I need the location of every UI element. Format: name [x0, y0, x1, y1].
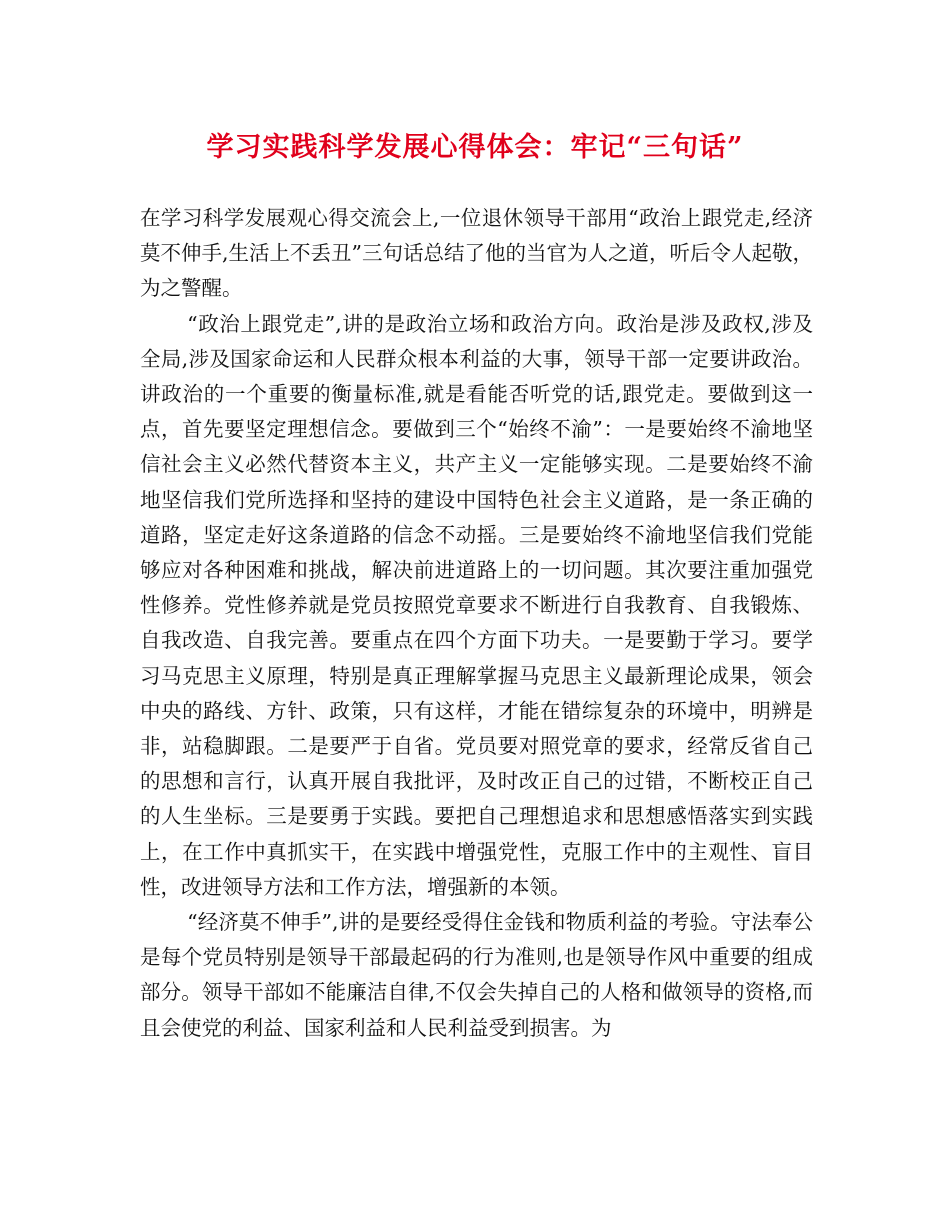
document-body [140, 201, 813, 1046]
paragraph-intro: 在学习科学发展观心得交流会上,一位退休领导干部用“政治上跟党走,经济莫不伸手,生活上不丢丑”三句话总结了他的当官为人之道，听后令人起敬，为之警醒。 [140, 206, 813, 301]
document-title: 学习实践科学发展心得体会：牢记“三句话” [206, 132, 744, 163]
paragraph-politics: “政治上跟党走”,讲的是政治立场和政治方向。政治是涉及政权,涉及全局,涉及国家命运和人民群众根本利益的大事，领导干部一定要讲政治。讲政治的一个重要的衡量标准,就是看能否听党的话,跟党走。要做到这一点，首先要坚定理想信念。要做到三个“始终不渝”：一是要始终不渝地坚信社会主义必然代替资本主义，共产主义一定能够实现。二是要始终不渝地坚信我们党所选择和坚持的建设中国特色社会主义道路，是一条正确的道路，坚定走好这条道路的信念不动摇。三是要始终不渝地坚信我们党能够应对各种困难和挑战，解决前进道路上的一切问题。其次要注重加强党性修养。党性修养就是党员按照党章要求不断进行自我教育、自我锻炼、自我改造、自我完善。要重点在四个方面下功夫。一是要勤于学习。要学习马克思主义原理，特别是真正理解掌握马克思主义最新理论成果，领会中央的路线、方针、政策，只有这样，才能在错综复杂的环境中，明辨是非，站稳脚跟。二是要严于自省。党员要对照党章的要求，经常反省自己的思想和言行，认真开展自我批评，及时改正自己的过错，不断校正自己的人生坐标。三是要勇于实践。要把自己理想追求和思想感悟落实到实践上，在工作中真抓实干，在实践中增强党性，克服工作中的主观性、盲目性，改进领导方法和工作方法，增强新的本领。 [140, 311, 813, 899]
paragraph-economy: “经济莫不伸手”,讲的是要经受得住金钱和物质利益的考验。守法奉公是每个党员特别是领导干部最起码的行为准则,也是领导作风中重要的组成部分。领导干部如不能廉洁自律,不仅会失掉自己的人格和做领导的资格,而且会使党的利益、国家利益和人民利益受到损害。为 [140, 910, 813, 1040]
